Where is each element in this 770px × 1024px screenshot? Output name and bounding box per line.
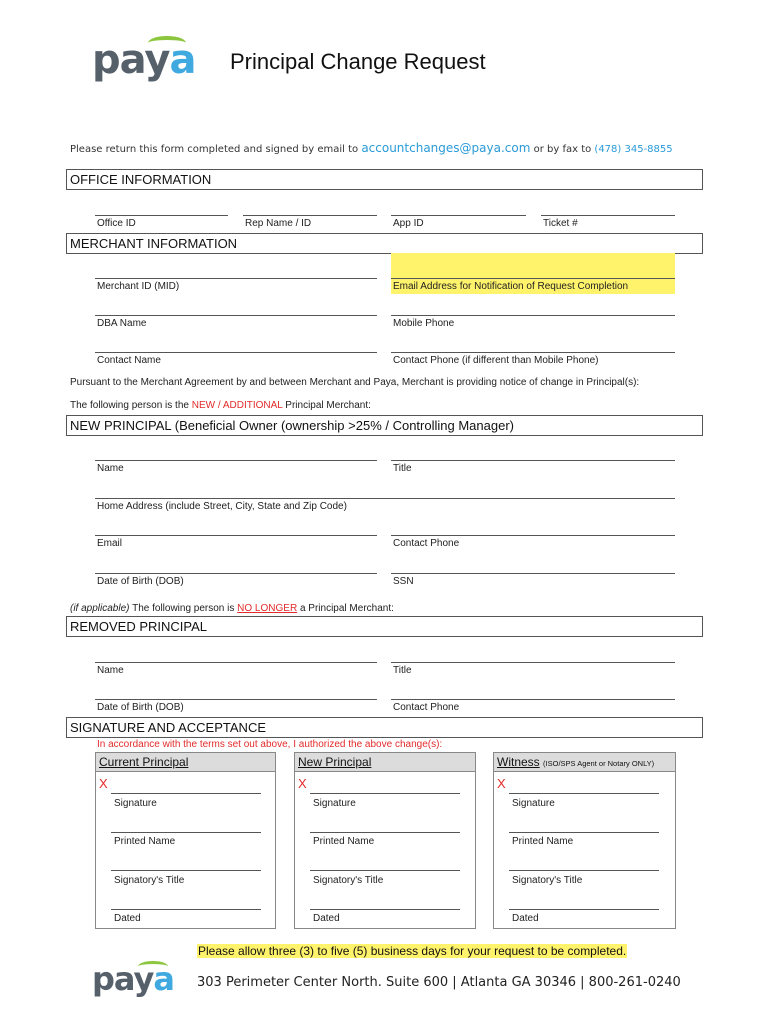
- logo-text-accent: a: [153, 960, 174, 998]
- note-before: The following person is the: [70, 400, 189, 411]
- email-notification-line: [391, 278, 675, 279]
- sig-box-title: Current Principal: [99, 755, 189, 769]
- rep-name-label: Rep Name / ID: [245, 218, 312, 229]
- dba-line[interactable]: [95, 315, 377, 316]
- x-mark: X: [99, 776, 108, 791]
- rp-dob-line[interactable]: [95, 699, 377, 700]
- np-ssn-label: SSN: [393, 576, 414, 587]
- witness-printed-name-label: Printed Name: [512, 836, 574, 847]
- processing-notice: Please allow three (3) to five (5) business days for your request to be completed.: [198, 944, 627, 958]
- rp-contact-phone-line[interactable]: [391, 699, 675, 700]
- np-title-label: Title: [393, 463, 412, 474]
- x-mark: X: [298, 776, 307, 791]
- note-after: Principal Merchant:: [285, 400, 371, 411]
- witness-dated-line[interactable]: [509, 909, 659, 910]
- removed-note-after: a Principal Merchant:: [299, 603, 394, 614]
- office-id-line[interactable]: [95, 215, 228, 216]
- np-name-line[interactable]: [95, 460, 377, 461]
- np-email-line[interactable]: [95, 535, 377, 536]
- app-id-line[interactable]: [391, 215, 526, 216]
- email-notification-label: Email Address for Notification of Request Completion: [393, 281, 629, 292]
- removed-note-highlight: NO LONGER: [237, 603, 298, 614]
- sig-box-note: (ISO/SPS Agent or Notary ONLY): [543, 759, 655, 768]
- sig-box-header: [295, 753, 475, 772]
- intro-text-before: Please return this form completed and signed by email to: [70, 144, 359, 155]
- ticket-line[interactable]: [541, 215, 675, 216]
- np-dob-line[interactable]: [95, 573, 377, 574]
- new-printed-name-line[interactable]: [310, 832, 460, 833]
- fax-number: (478) 345-8855: [594, 144, 673, 155]
- new-signature-line[interactable]: [310, 793, 460, 794]
- section-new-principal: NEW PRINCIPAL (Beneficial Owner (ownership >25% / Controlling Manager): [66, 415, 703, 436]
- np-home-address-label: Home Address (include Street, City, State and Zip Code): [97, 501, 347, 512]
- removed-note: [70, 603, 394, 614]
- intro-line: [70, 141, 673, 155]
- section-removed-principal: REMOVED PRINCIPAL: [66, 616, 703, 637]
- section-office-information: OFFICE INFORMATION: [66, 169, 703, 190]
- email-link[interactable]: accountchanges@paya.com: [361, 141, 531, 155]
- current-title-label: Signatory's Title: [114, 875, 185, 886]
- paya-logo-footer: [92, 958, 182, 1002]
- np-home-address-line[interactable]: [95, 498, 675, 499]
- dba-label: DBA Name: [97, 318, 147, 329]
- witness-title-label: Signatory's Title: [512, 875, 583, 886]
- new-principal-note: [70, 400, 371, 411]
- page-title: Principal Change Request: [230, 49, 486, 74]
- removed-note-before: The following person is: [132, 603, 235, 614]
- contact-name-label: Contact Name: [97, 355, 161, 366]
- contact-name-line[interactable]: [95, 352, 377, 353]
- new-printed-name-label: Printed Name: [313, 836, 375, 847]
- current-printed-name-label: Printed Name: [114, 836, 176, 847]
- merchant-id-label: Merchant ID (MID): [97, 281, 180, 292]
- section-merchant-information: MERCHANT INFORMATION: [66, 233, 703, 254]
- sig-box-title: New Principal: [298, 755, 372, 769]
- witness-title-line[interactable]: [509, 870, 659, 871]
- new-dated-label: Dated: [313, 913, 340, 924]
- new-title-label: Signatory's Title: [313, 875, 384, 886]
- rp-name-line[interactable]: [95, 662, 377, 663]
- current-title-line[interactable]: [111, 870, 261, 871]
- new-title-line[interactable]: [310, 870, 460, 871]
- np-contact-phone-line[interactable]: [391, 535, 675, 536]
- current-dated-label: Dated: [114, 913, 141, 924]
- np-title-line[interactable]: [391, 460, 675, 461]
- logo-text-main: pay: [92, 37, 170, 83]
- merchant-id-line[interactable]: [95, 278, 377, 279]
- authorization-text: In accordance with the terms set out above, I authorized the above change(s):: [97, 739, 443, 750]
- mobile-label: Mobile Phone: [393, 318, 455, 329]
- witness-dated-label: Dated: [512, 913, 539, 924]
- mobile-line[interactable]: [391, 315, 675, 316]
- paya-logo: [92, 32, 202, 88]
- sig-box-header: [494, 753, 675, 772]
- footer-address: 303 Perimeter Center North. Suite 600 | Atlanta GA 30346 | 800-261-0240: [197, 975, 681, 990]
- np-contact-phone-label: Contact Phone: [393, 538, 460, 549]
- intro-text-middle: or by fax to: [533, 144, 592, 155]
- np-ssn-line[interactable]: [391, 573, 675, 574]
- current-signature-label: Signature: [114, 798, 157, 809]
- removed-note-if-applicable: (if applicable): [70, 603, 130, 614]
- x-mark: X: [497, 776, 506, 791]
- current-signature-line[interactable]: [111, 793, 261, 794]
- section-signature: SIGNATURE AND ACCEPTANCE: [66, 717, 703, 738]
- new-dated-line[interactable]: [310, 909, 460, 910]
- pursuant-text: Pursuant to the Merchant Agreement by and between Merchant and Paya, Merchant is providing notice of change in Principal(s):: [70, 377, 640, 388]
- logo-text-main: pay: [92, 960, 154, 998]
- rp-dob-label: Date of Birth (DOB): [97, 702, 184, 713]
- np-dob-label: Date of Birth (DOB): [97, 576, 184, 587]
- current-dated-line[interactable]: [111, 909, 261, 910]
- note-highlight: NEW / ADDITIONAL: [191, 400, 283, 411]
- np-email-label: Email: [97, 538, 123, 549]
- new-signature-label: Signature: [313, 798, 356, 809]
- witness-printed-name-line[interactable]: [509, 832, 659, 833]
- rp-name-label: Name: [97, 665, 124, 676]
- np-name-label: Name: [97, 463, 124, 474]
- rep-name-line[interactable]: [243, 215, 377, 216]
- app-id-label: App ID: [393, 218, 424, 229]
- witness-signature-label: Signature: [512, 798, 555, 809]
- contact-phone-label: Contact Phone (if different than Mobile Phone): [393, 355, 599, 366]
- office-id-label: Office ID: [97, 218, 136, 229]
- rp-title-line[interactable]: [391, 662, 675, 663]
- sig-box-title: Witness: [497, 755, 540, 769]
- ticket-label: Ticket #: [543, 218, 578, 229]
- sig-box-header: [96, 753, 275, 772]
- logo-text-accent: a: [169, 37, 196, 83]
- current-printed-name-line[interactable]: [111, 832, 261, 833]
- contact-phone-line[interactable]: [391, 352, 675, 353]
- rp-contact-phone-label: Contact Phone: [393, 702, 460, 713]
- witness-signature-line[interactable]: [509, 793, 659, 794]
- rp-title-label: Title: [393, 665, 412, 676]
